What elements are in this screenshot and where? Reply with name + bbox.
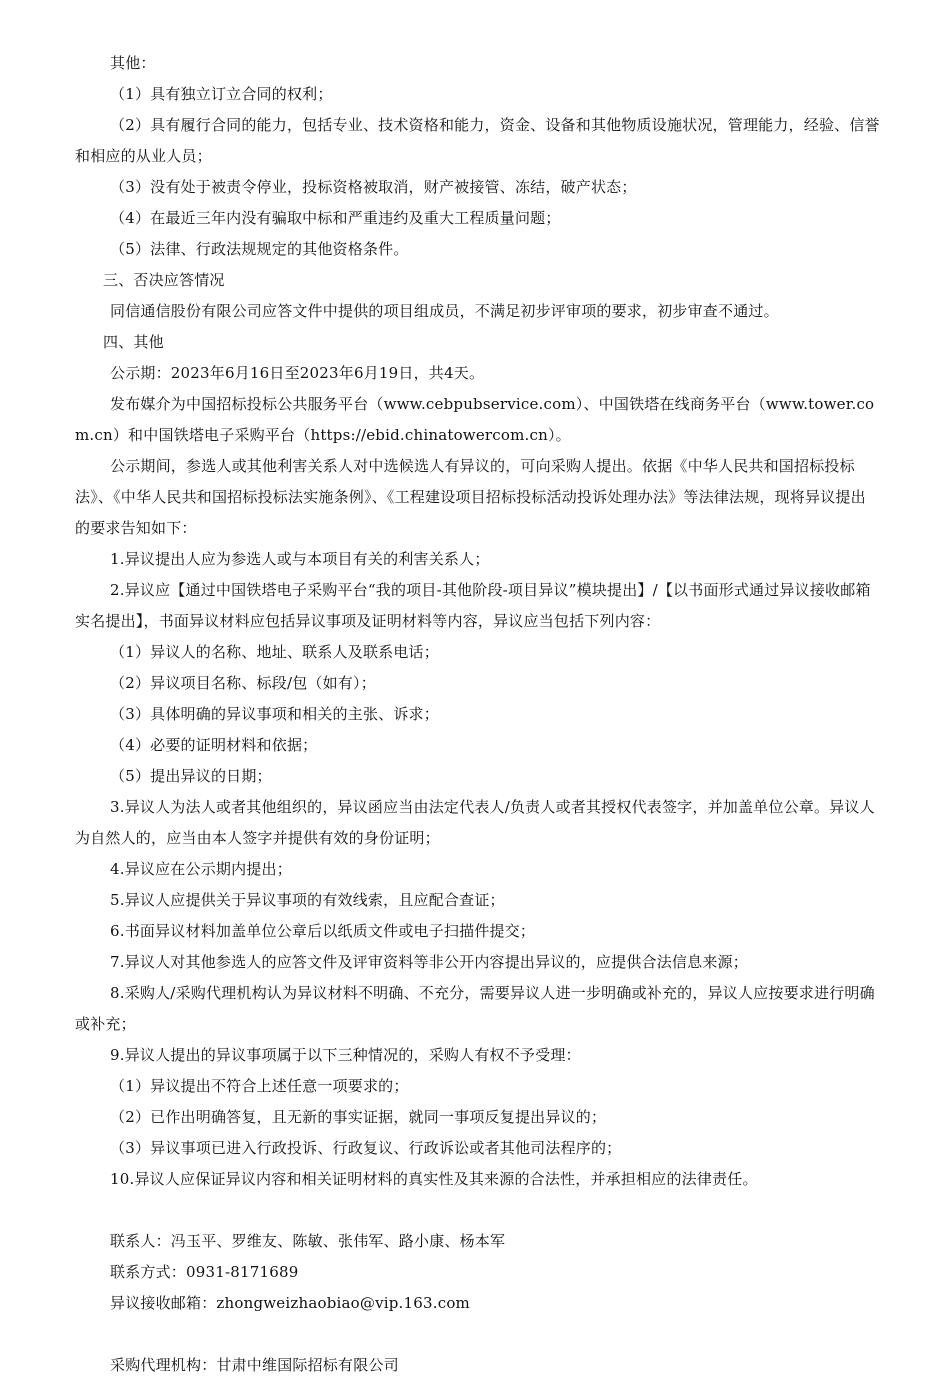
rejection-heading: 三、否决应答情况: [103, 271, 225, 289]
rejection-case-item: （2）已作出明确答复，且无新的事实证据，就同一事项反复提出异议的；: [110, 1108, 607, 1126]
objection-content-item: （3）具体明确的异议事项和相关的主张、诉求；: [110, 705, 439, 723]
contact-email: 异议接收邮箱：zhongweizhaobiao@vip.163.com: [110, 1294, 470, 1312]
document-page: [75, 48, 880, 1381]
qualification-item: （4）在最近三年内没有骗取中标和严重违约及重大工程质量问题；: [110, 209, 561, 227]
procurement-agency: 采购代理机构：甘肃中维国际招标有限公司: [110, 1356, 399, 1374]
objection-requirement: 1.异议提出人应为参选人或与本项目有关的利害关系人；: [110, 550, 490, 568]
objection-content-item: （1）异议人的名称、地址、联系人及联系电话；: [110, 643, 439, 661]
notice-period: 公示期：2023年6月16日至2023年6月19日，共4天。: [110, 364, 485, 382]
objection-intro: 公示期间，参选人或其他利害关系人对中选候选人有异议的，可向采购人提出。依据《中华人民共和国招标投标法》、《中华人民共和国招标投标法实施条例》、《工程建设项目招标投标活动投诉处理办法》等法律法规，现将异议提出的要求告知如下：: [75, 457, 866, 537]
objection-requirement: 2.异议应【通过中国铁塔电子采购平台“我的项目-其他阶段-项目异议”模块提出】/【以书面形式通过异议接收邮箱实名提出】，书面异议材料应包括异议事项及证明材料等内容，异议应当包括下列内容：: [75, 581, 871, 630]
others-heading: 四、其他: [103, 333, 164, 351]
qualification-item: （5）法律、行政法规规定的其他资格条件。: [110, 240, 409, 258]
contact-phone: 联系方式：0931-8171689: [110, 1263, 299, 1281]
rejection-case-item: （3）异议事项已进入行政投诉、行政复议、行政诉讼或者其他司法程序的；: [110, 1139, 622, 1157]
objection-requirement: 10.异议人应保证异议内容和相关证明材料的真实性及其来源的合法性，并承担相应的法律责任。: [110, 1170, 758, 1188]
objection-requirement: 8.采购人/采购代理机构认为异议材料不明确、不充分，需要异议人进一步明确或补充的，异议人应按要求进行明确或补充；: [75, 984, 875, 1033]
qualification-item: （1）具有独立订立合同的权利；: [110, 85, 333, 103]
objection-requirement: 6.书面异议材料加盖单位公章后以纸质文件或电子扫描件提交；: [110, 922, 536, 940]
spacer: [75, 1319, 880, 1350]
objection-requirement: 5.异议人应提供关于异议事项的有效线索，且应配合查证；: [110, 891, 505, 909]
objection-requirement: 4.异议应在公示期内提出；: [110, 860, 292, 878]
contact-persons: 联系人：冯玉平、罗维友、陈敏、张伟军、路小康、杨本军: [110, 1232, 506, 1250]
publication-media: 发布媒介为中国招标投标公共服务平台（www.cebpubservice.com）、中国铁塔在线商务平台（www.tower.com.cn）和中国铁塔电子采购平台（https://ebid.chinatowercom.cn）。: [75, 395, 875, 444]
qualification-item: （3）没有处于被责令停业，投标资格被取消，财产被接管、冻结，破产状态；: [110, 178, 637, 196]
objection-requirement: 7.异议人对其他参选人的应答文件及评审资料等非公开内容提出异议的，应提供合法信息来源；: [110, 953, 748, 971]
rejection-text: 同信通信股份有限公司应答文件中提供的项目组成员，不满足初步评审项的要求，初步审查不通过。: [110, 302, 779, 320]
objection-requirement: 3.异议人为法人或者其他组织的，异议函应当由法定代表人/负责人或者其授权代表签字，并加盖单位公章。异议人为自然人的，应当由本人签字并提供有效的身份证明；: [75, 798, 875, 847]
objection-content-item: （5）提出异议的日期；: [110, 767, 272, 785]
qualification-item: （2）具有履行合同的能力，包括专业、技术资格和能力，资金、设备和其他物质设施状况，管理能力，经验、信誉和相应的从业人员；: [75, 116, 880, 165]
other-qualifications-heading: 其他：: [110, 54, 156, 72]
spacer: [75, 1195, 880, 1226]
objection-content-item: （2）异议项目名称、标段/包（如有）；: [110, 674, 376, 692]
rejection-case-item: （1）异议提出不符合上述任意一项要求的；: [110, 1077, 409, 1095]
objection-requirement: 9.异议人提出的异议事项属于以下三种情况的，采购人有权不予受理：: [110, 1046, 581, 1064]
objection-content-item: （4）必要的证明材料和依据；: [110, 736, 318, 754]
